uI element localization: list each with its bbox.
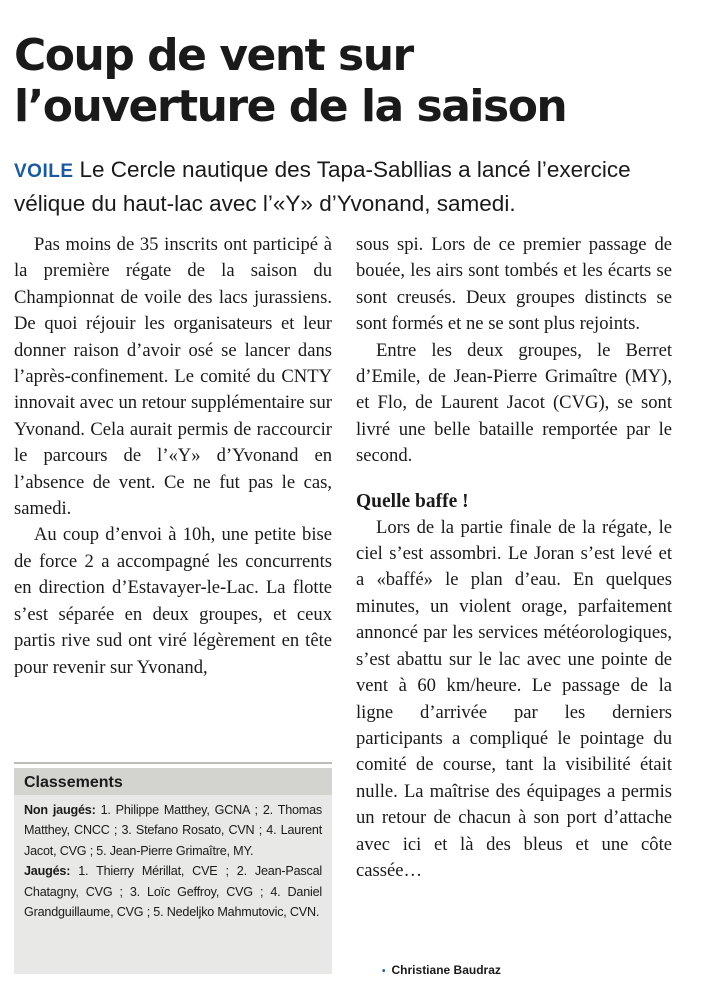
category-label: Jaugés: (24, 864, 71, 879)
results-category-2 (24, 861, 322, 922)
category-text: 1. Philippe Matthey, GCNA ; 2. Thomas Matthey, CNCC ; 3. Stefano Rosato, CVN ; 4. Laurent Jacot, CVG ; 5. Jean-Pierre Grimaître, MY. (24, 803, 322, 858)
category-label: Non jaugés: (24, 803, 96, 817)
lead-line-1: Le Cercle nautique des Tapa-Sabllias a lancé l’exercice (79, 157, 631, 182)
box-divider (14, 762, 332, 764)
rubric-label: VOILE (14, 161, 74, 182)
author-signature (382, 962, 501, 980)
results-body (14, 795, 332, 922)
paragraph: Au coup d’envoi à 10h, une petite bise de force 2 a accompagné les concurrents en direction d’Estavayer-le-Lac. La flotte s’est séparée en deux groupes, et ceux partis rive sud ont viré légèrement en tête pour revenir sur Yvonand, (14, 524, 332, 678)
paragraph: Pas moins de 35 inscrits ont participé à la première régate de la saison du Championnat de voile des lacs jurassiens. De quoi réjouir les organisateurs et leur donner raison d’avoir osé se lancer dans l’après-confinement. Le comité du CNTY innovait avec un retour supplémentaire sur Yvonand. Cela aurait permis de raccourcir le parcours de l’«Y» d’Yvonand en l’absence de vent. Ce ne fut pas le cas, samedi. (14, 234, 332, 520)
article-column-1 (14, 232, 332, 681)
results-box (14, 768, 332, 974)
paragraph: sous spi. Lors de ce premier passage de bouée, les airs sont tombés et les écarts se sont creusés. Deux groupes distincts se sont formés et ne se sont plus rejoints. (356, 234, 672, 335)
bullet-icon: • (382, 966, 386, 977)
article-column-2 (356, 232, 672, 884)
headline-line-1: Coup de vent sur (14, 30, 413, 81)
article-headline (14, 30, 704, 132)
author-name: Christiane Baudraz (391, 963, 501, 977)
results-title: Classements (14, 768, 332, 795)
lead-line-2: vélique du haut-lac avec l’«Y» d’Yvonand, samedi. (14, 191, 516, 216)
results-category-1 (24, 800, 322, 861)
headline-line-2: l’ouverture de la saison (14, 81, 567, 132)
paragraph: Entre les deux groupes, le Berret d’Emile, de Jean-Pierre Grimaître (MY), et Flo, de Laurent Jacot (CVG), se sont livré une belle bataille remportée par le second. (356, 339, 672, 467)
paragraph: Lors de la partie finale de la régate, le ciel s’est assombri. Le Joran s’est levé et a «baffé» le plan d’eau. En quelques minutes, un violent orage, parfaitement annoncé par les services météorologiques, s’est abattu sur le lac avec une pointe de vent à 60 km/heure. Le passage de la ligne d’arrivée par les derniers participants a compliqué le pointage du comité de course, tant la visibilité était nulle. La maîtrise des équipages a permis un retour de chacun à son port d’attache avec ici et là des bleus et une côte cassée… (356, 516, 672, 881)
category-text: 1. Thierry Mérillat, CVE ; 2. Jean-Pascal Chatagny, CVG ; 3. Loïc Geffroy, CVG ; 4. Daniel Grandguillaume, CVG ; 5. Nedeljko Mahmutovic, CVN. (24, 864, 322, 920)
subheading: Quelle baffe ! (356, 490, 469, 512)
article-lead (14, 154, 704, 220)
